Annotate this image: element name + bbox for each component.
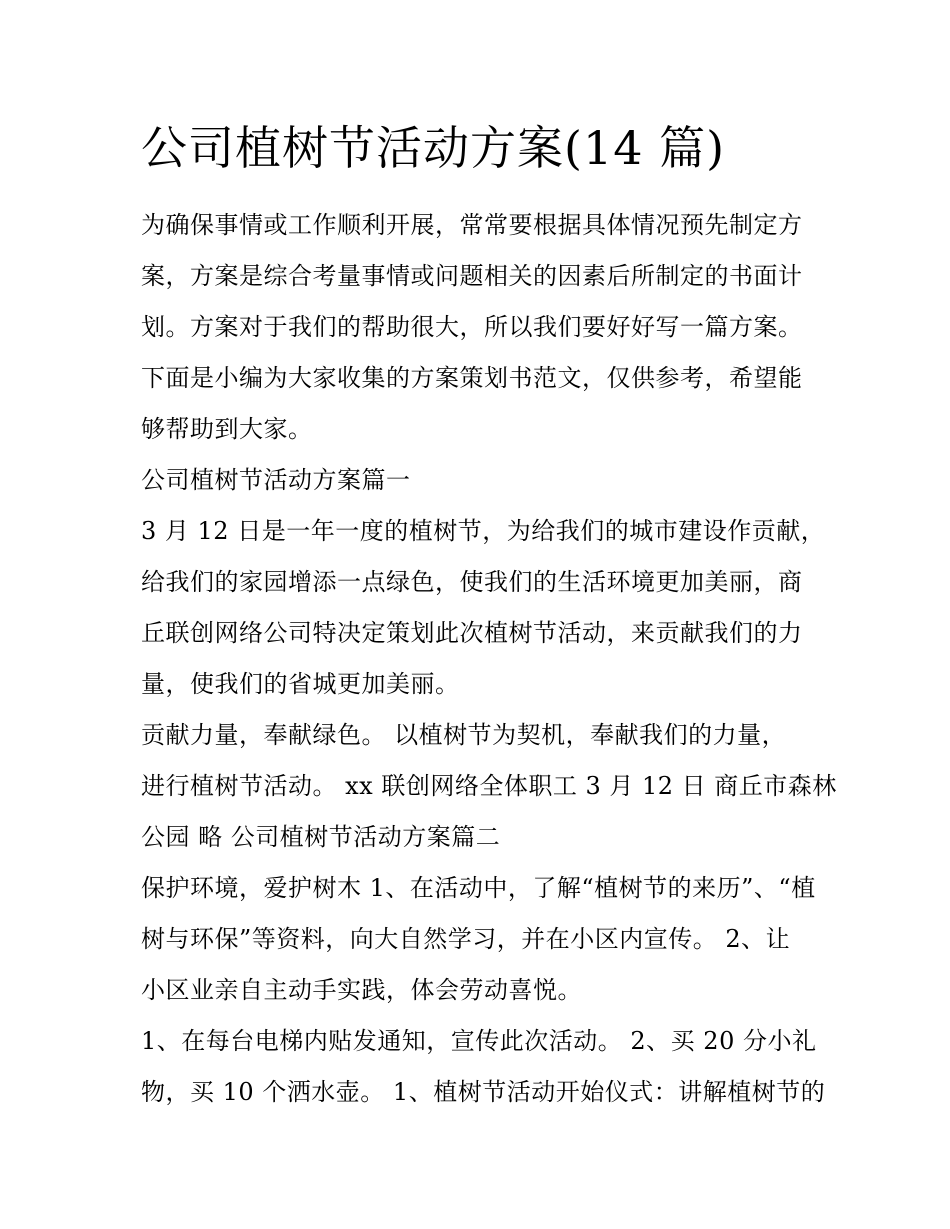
text-line: 物，买 10 个洒水壶。 1、植树节活动开始仪式：讲解植树节的 xyxy=(141,1078,826,1106)
section-heading: 公司植树节活动方案篇一 xyxy=(141,466,411,494)
text-line: 量，使我们的省城更加美丽。 xyxy=(141,670,460,698)
text-line: 案，方案是综合考量事情或问题相关的因素后所制定的书面计 xyxy=(141,262,803,290)
text-line: 够帮助到大家。 xyxy=(141,415,313,443)
text-line: 进行植树节活动。 xx 联创网络全体职工 3 月 12 日 商丘市森林 xyxy=(141,772,837,800)
text-line: 树与环保”等资料，向大自然学习，并在小区内宣传。 2、让 xyxy=(141,925,791,953)
text-line: 为确保事情或工作顺利开展，常常要根据具体情况预先制定方 xyxy=(141,211,803,239)
text-line: 贡献力量，奉献绿色。 以植树节为契机，奉献我们的力量， xyxy=(141,721,787,749)
text-line: 给我们的家园增添一点绿色，使我们的生活环境更加美丽，商 xyxy=(141,568,803,596)
text-line: 丘联创网络公司特决定策划此次植树节活动，来贡献我们的力 xyxy=(141,619,803,647)
text-line: 小区业亲自主动手实践，体会劳动喜悦。 xyxy=(141,976,582,1004)
text-line: 下面是小编为大家收集的方案策划书范文，仅供参考，希望能 xyxy=(141,364,803,392)
text-line: 1、在每台电梯内贴发通知，宣传此次活动。 2、买 20 分小礼 xyxy=(141,1027,817,1055)
text-line: 划。方案对于我们的帮助很大，所以我们要好好写一篇方案。 xyxy=(141,313,803,341)
document-title: 公司植树节活动方案(14 篇) xyxy=(141,121,726,175)
text-line: 3 月 12 日是一年一度的植树节，为给我们的城市建设作贡献， xyxy=(141,517,826,545)
document-body xyxy=(141,200,837,1118)
text-line: 保护环境，爱护树木 1、在活动中，了解“植树节的来历”、“植 xyxy=(141,874,816,902)
text-line: 公园 略 公司植树节活动方案篇二 xyxy=(141,823,501,851)
